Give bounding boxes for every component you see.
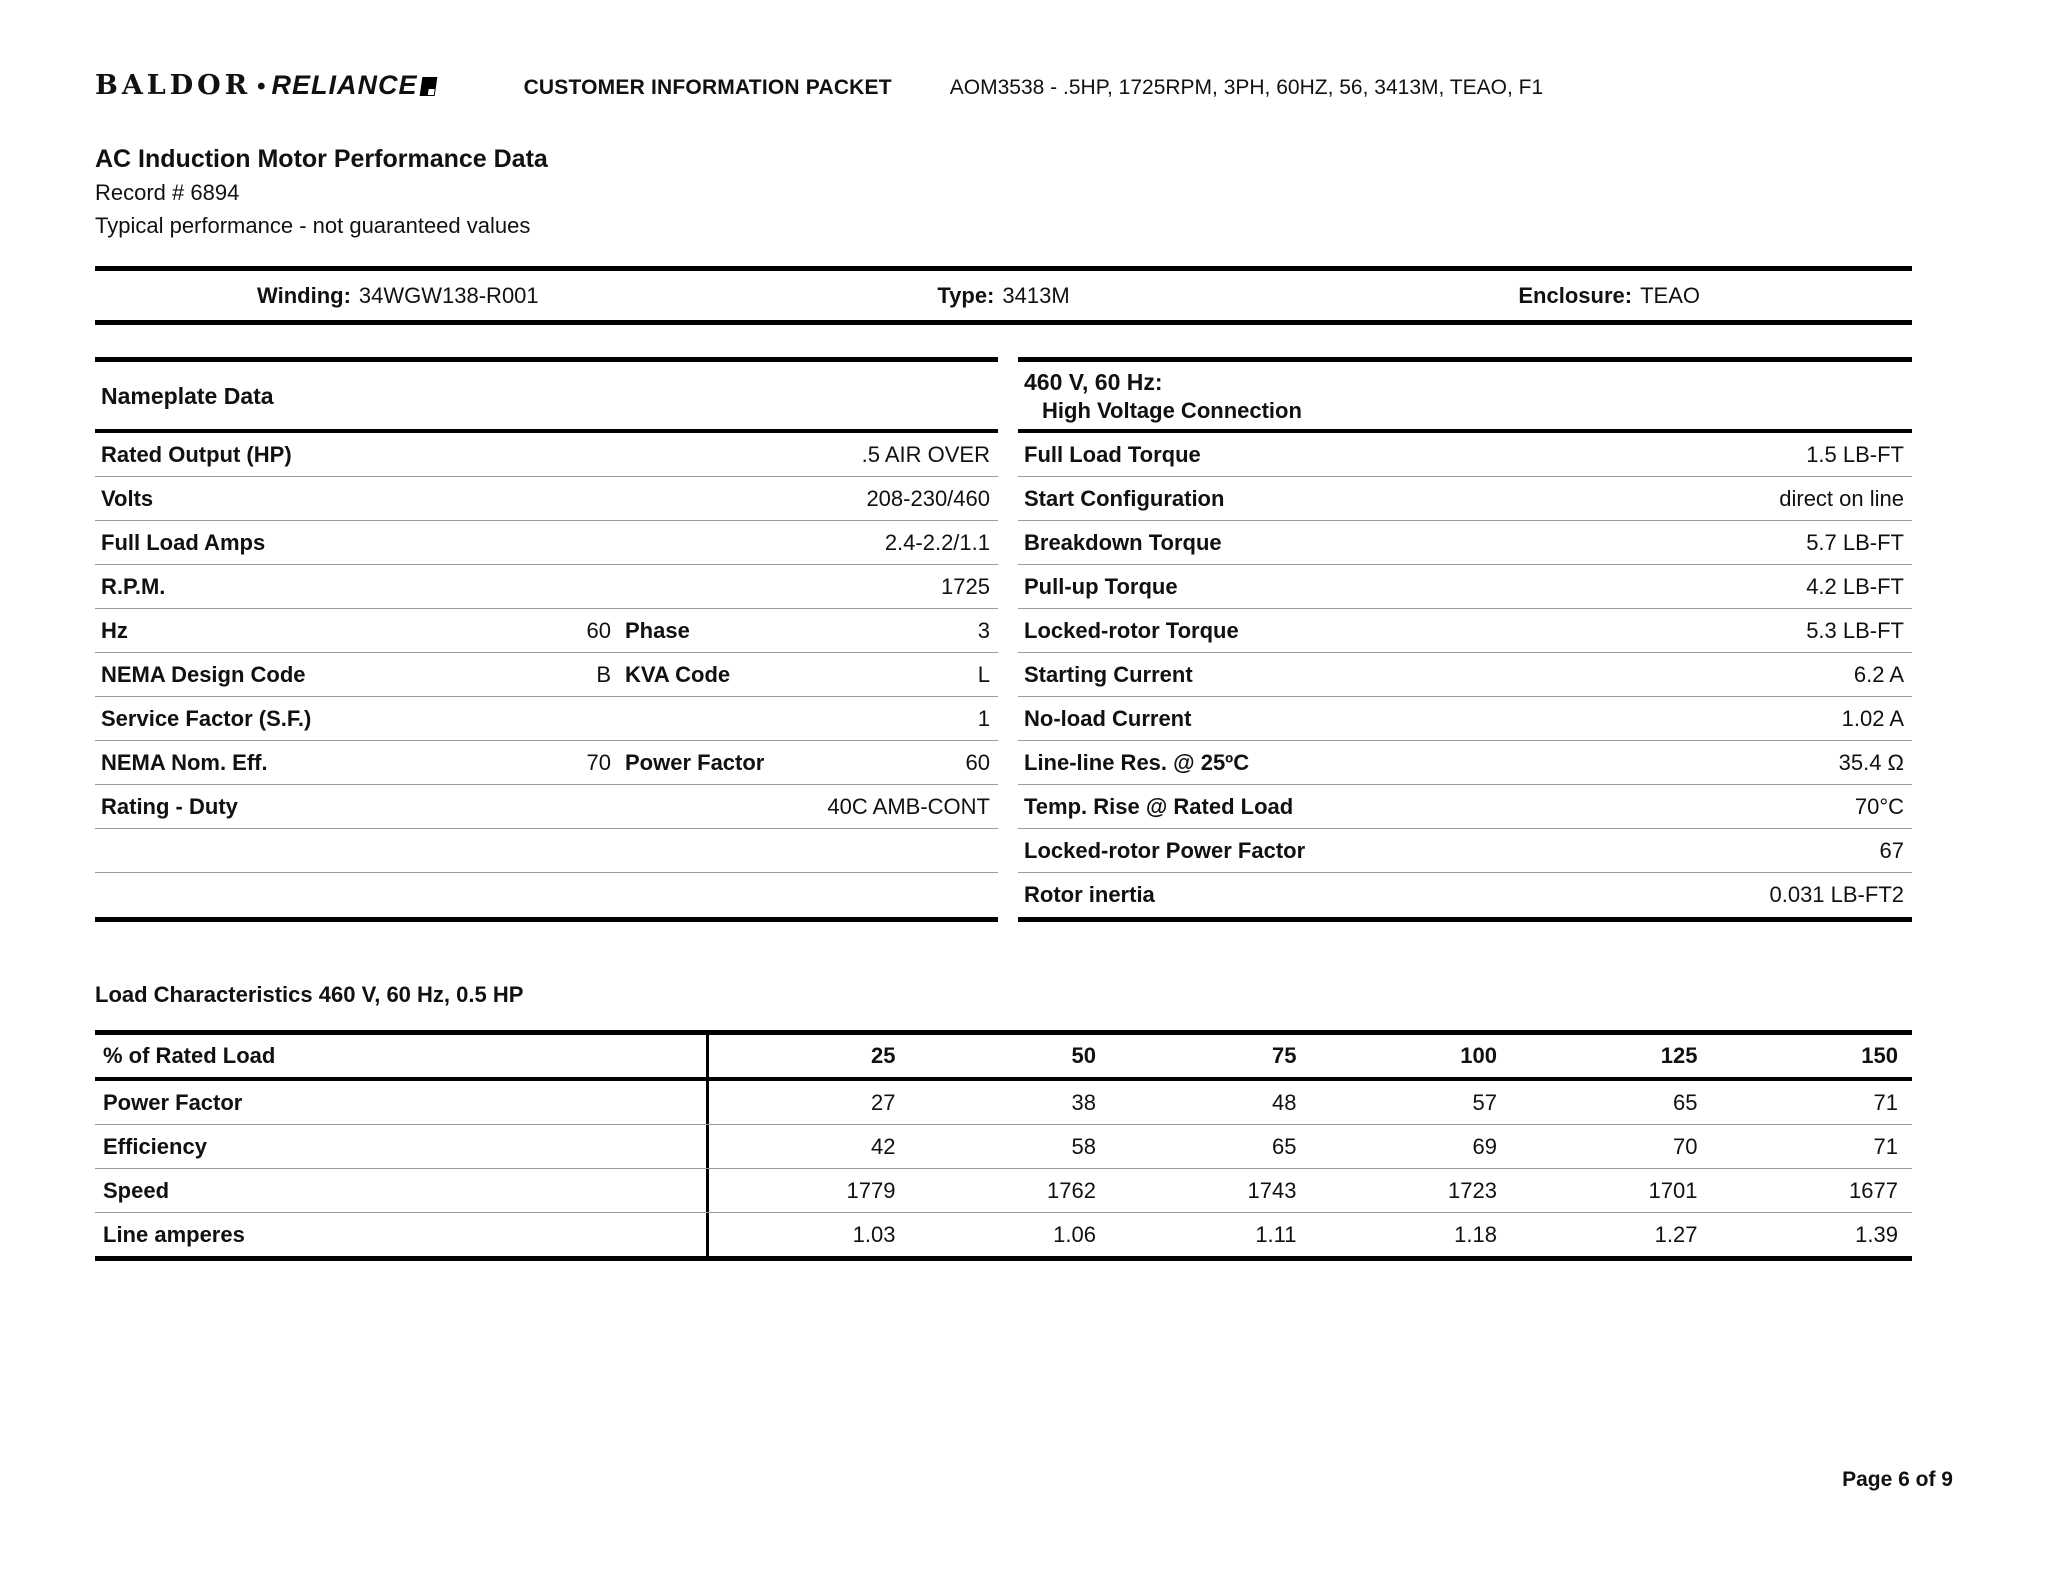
- type-value: 3413M: [1002, 282, 1070, 308]
- connection-header: [1018, 362, 1912, 433]
- table-row: NEMA Nom. Eff. 70 Power Factor 60: [95, 741, 998, 785]
- load-header-label: % of Rated Load: [95, 1035, 709, 1077]
- table-row: Volts 208-230/460: [95, 477, 998, 521]
- table-row: Rated Output (HP) .5 AIR OVER: [95, 433, 998, 477]
- page-header: [95, 70, 1543, 101]
- table-row: Power Factor 27 38 48 57 65 71: [95, 1081, 1912, 1125]
- title-block: [95, 143, 548, 242]
- load-table-header-row: [95, 1035, 1912, 1081]
- table-row: Service Factor (S.F.) 1: [95, 697, 998, 741]
- table-row: Efficiency 42 58 65 69 70 71: [95, 1125, 1912, 1169]
- winding-band: [95, 266, 1912, 325]
- logo-dot: •: [257, 73, 266, 100]
- load-column-header: 125: [1660, 1043, 1698, 1068]
- logo-baldor-text: BALDOR: [95, 70, 252, 101]
- enclosure-cell: [1306, 271, 1912, 320]
- enclosure-label: Enclosure:: [1518, 282, 1633, 308]
- connection-table: [1018, 357, 1912, 922]
- winding-value: 34WGW138-R001: [358, 282, 539, 308]
- table-row: Temp. Rise @ Rated Load 70°C: [1018, 785, 1912, 829]
- table-row: Pull-up Torque 4.2 LB-FT: [1018, 565, 1912, 609]
- table-row: [95, 873, 998, 917]
- packet-title: CUSTOMER INFORMATION PACKET: [523, 76, 892, 99]
- table-row: Line-line Res. @ 25ºC 35.4 Ω: [1018, 741, 1912, 785]
- page-number: Page 6 of 9: [1842, 1468, 1953, 1491]
- table-row: NEMA Design Code B KVA Code L: [95, 653, 998, 697]
- load-characteristics-table: [95, 1030, 1912, 1261]
- load-column-header: 25: [871, 1043, 896, 1068]
- table-row: Hz 60 Phase 3: [95, 609, 998, 653]
- performance-note: Typical performance - not guaranteed values: [95, 213, 531, 238]
- nameplate-table: [95, 357, 998, 922]
- type-label: Type:: [937, 282, 995, 308]
- winding-cell: [95, 271, 701, 320]
- enclosure-value: TEAO: [1640, 282, 1700, 308]
- table-row: Full Load Torque 1.5 LB-FT: [1018, 433, 1912, 477]
- table-row: Breakdown Torque 5.7 LB-FT: [1018, 521, 1912, 565]
- type-cell: [701, 271, 1307, 320]
- connection-title-line1: 460 V, 60 Hz:: [1024, 368, 1163, 395]
- record-number: Record # 6894: [95, 180, 240, 205]
- table-row: Rating - Duty 40C AMB-CONT: [95, 785, 998, 829]
- table-row: Locked-rotor Power Factor 67: [1018, 829, 1912, 873]
- load-column-header: 75: [1272, 1043, 1297, 1068]
- table-row: Locked-rotor Torque 5.3 LB-FT: [1018, 609, 1912, 653]
- table-row: Line amperes 1.03 1.06 1.11 1.18 1.27 1.39: [95, 1213, 1912, 1256]
- table-row: Starting Current 6.2 A: [1018, 653, 1912, 697]
- motor-model-line: AOM3538 - .5HP, 1725RPM, 3PH, 60HZ, 56, 3413M, TEAO, F1: [949, 76, 1544, 99]
- connection-title-line2: High Voltage Connection: [1042, 397, 1302, 423]
- main-columns: [95, 357, 1912, 922]
- winding-label: Winding:: [257, 282, 351, 308]
- table-row: Speed 1779 1762 1743 1723 1701 1677: [95, 1169, 1912, 1213]
- logo-reliance-text: RELIANCE: [271, 70, 418, 100]
- baldor-reliance-logo: [95, 70, 436, 101]
- registered-mark-icon: [419, 77, 437, 96]
- nameplate-title: Nameplate Data: [101, 382, 274, 409]
- table-row: R.P.M. 1725: [95, 565, 998, 609]
- table-row: No-load Current 1.02 A: [1018, 697, 1912, 741]
- load-characteristics-title: Load Characteristics 460 V, 60 Hz, 0.5 HP: [95, 982, 524, 1007]
- load-column-header: 100: [1460, 1043, 1497, 1068]
- table-row: [95, 829, 998, 873]
- nameplate-header: [95, 362, 998, 433]
- load-column-header: 150: [1861, 1043, 1898, 1068]
- table-row: Rotor inertia 0.031 LB-FT2: [1024, 882, 1904, 907]
- table-row: Full Load Amps 2.4-2.2/1.1: [95, 521, 998, 565]
- load-column-header: 50: [1071, 1043, 1096, 1068]
- table-row: Start Configuration direct on line: [1018, 477, 1912, 521]
- page-title: AC Induction Motor Performance Data: [95, 145, 548, 173]
